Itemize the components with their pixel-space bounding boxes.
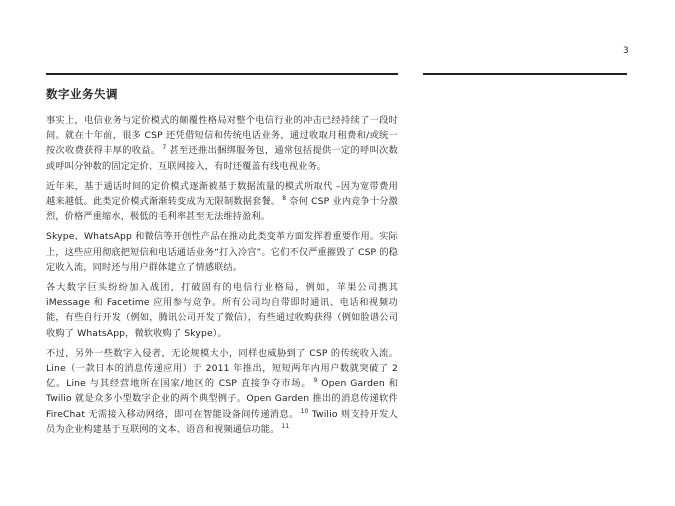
text-run: 事实上，电信业务与定价模式的颠覆性格局对整个电信行业的冲击已经持续了一段时间。就在十年前，很多 CSP 还凭借短信和传统电话业务，通过收取月租费和/或统一按次收费获得丰厚的收益。	[46, 115, 398, 157]
text-run: 奈何 CSP 业内竞争十分激烈，价格严重缩水，极低的毛利率甚至无法维持盈利。	[46, 196, 398, 223]
text-run: 甚至还推出捆绑服务包，通常包括提供一定的呼叫次数或呼叫分钟数的固定定价、互联网接入，有时还覆盖有线电视业务。	[46, 145, 398, 172]
text-run: Twilio 则支持开发人员为企业构建基于互联网的文本、语音和视频通信功能。	[46, 408, 399, 435]
footnote-ref: 8	[282, 195, 287, 203]
section-title: 数字业务失调	[46, 87, 118, 101]
paragraph	[46, 346, 398, 437]
paragraph	[46, 280, 398, 341]
text-run: 近年来，基于通话时间的定价模式逐渐被基于数据流量的模式所取代 –因为宽带费用越来越低。此类定价模式渐渐转变成为无限制数据套餐。	[46, 180, 398, 208]
text-run: Skype、WhatsApp 和微信等开创性产品在推动此类变革方面发挥着重要作用。实际上，这些应用彻底把短信和电话通话业务“打入冷宫”。它们不仅严重摧毁了 CSP 的稳定收入流，同时还与用户群体建立了情感联结。	[46, 231, 398, 273]
page-number: 3	[623, 46, 629, 56]
footnote-ref: 11	[281, 422, 290, 430]
paragraph	[46, 179, 398, 225]
header-rule-left	[46, 73, 398, 75]
footnote-ref: 9	[313, 377, 318, 385]
text-run: Open Garden 和 Twilio 就是众多小型数字企业的两个典型例子。Open Garden 推出的消息传递软件 FireChat 无需接入移动网络，即可在智能设备间传递消息。	[46, 378, 399, 420]
text-run: 不过，另外一些数字入侵者，无论规模大小，同样也威胁到了 CSP 的传统收入流。Line（一款日本的消息传递应用）于 2011 年推出，短短两年内用户数就突破了 2 亿。Line 与其经营地所在国家/地区的 CSP 直接争夺市场。	[46, 347, 398, 390]
header-rule-right	[423, 73, 627, 75]
paragraph	[46, 229, 398, 275]
footnote-ref: 7	[162, 144, 167, 152]
footnote-ref: 10	[300, 407, 309, 415]
text-run: 各大数字巨头纷纷加入战团，打破固有的电信行业格局，例如，苹果公司携其 iMessage 和 Facetime 应用参与竞争。所有公司均自带即时通讯、电话和视频功能，有些自行开发（例如，腾讯公司开发了微信），有些通过收购获得（例如脸谱公司收购了 WhatsApp，微软收购了 Skype）。	[46, 282, 398, 339]
paragraph	[46, 113, 398, 174]
body-text	[46, 113, 398, 442]
